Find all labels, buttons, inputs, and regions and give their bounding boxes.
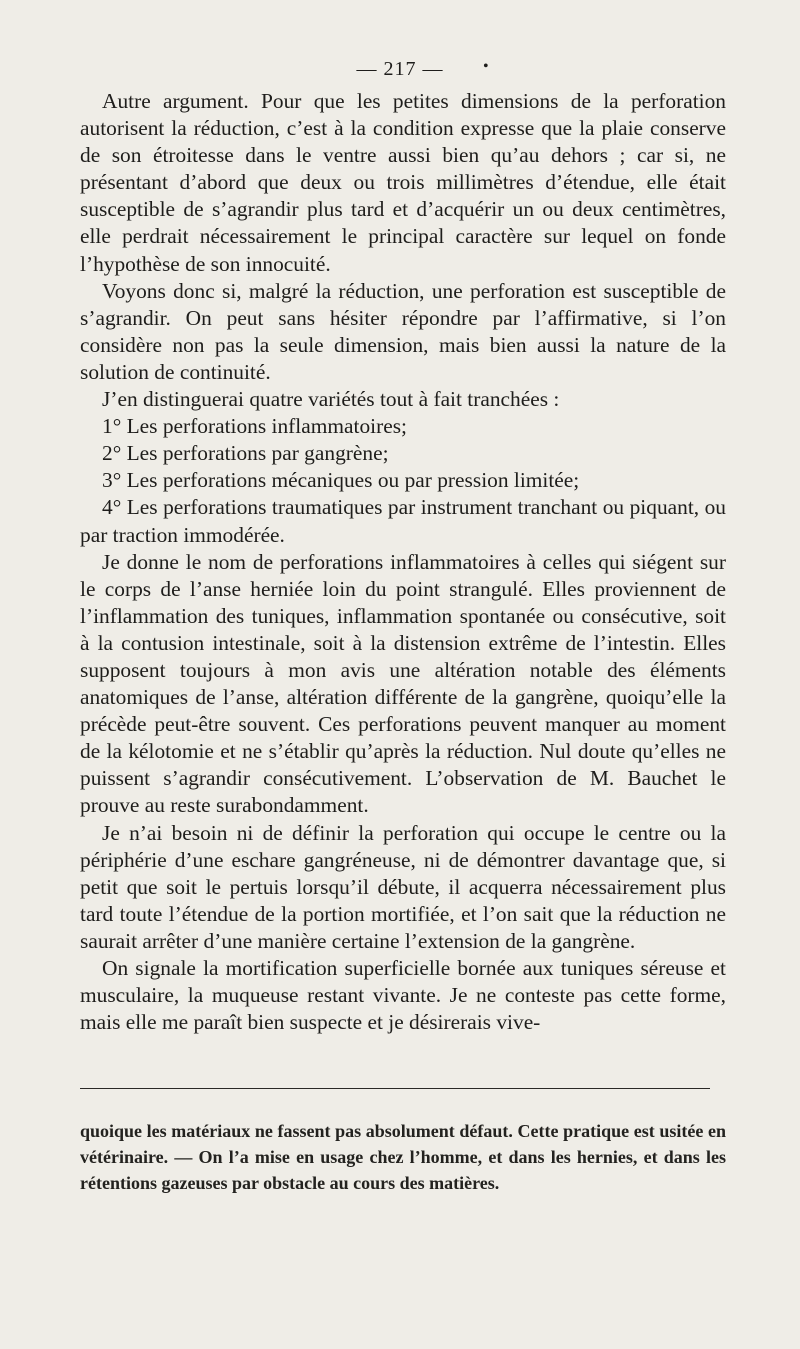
footnote-divider — [80, 1088, 710, 1089]
footnote — [80, 1118, 726, 1196]
list-item: 4° Les perforations traumatiques par instrument tranchant ou piquant, ou par traction immodérée. — [80, 495, 726, 547]
list-item: 2° Les perforations par gangrène; — [102, 441, 389, 466]
paragraph: Autre argument. Pour que les petites dimensions de la perforation autorisent la réduction, c’est à la condition expresse que la plaie conserve de son étroitesse dans le ventre aussi bien qu’au dehors ; car si, ne présentant d’abord que deux ou trois millimètres d’étendue, elle était susceptible de s’agrandir plus tard et d’acquérir un ou deux centimètres, elle perdrait nécessairement le principal caractère sur lequel on fonde l’hypothèse de son innocuité. — [80, 89, 726, 276]
list-item: 1° Les perforations inflammatoires; — [102, 414, 407, 439]
paragraph: Voyons donc si, malgré la réduction, une perforation est susceptible de s’agrandir. On peut sans hésiter répondre par l’affirmative, si l’on considère non pas la seule dimension, mais bien aussi la nature de la solution de continuité. — [80, 278, 726, 384]
paragraph: On signale la mortification superficielle bornée aux tuniques séreuse et musculaire, la muqueuse restant vivante. Je ne conteste pas cette forme, mais elle me paraît bien suspecte et je désirerais vive- — [80, 956, 726, 1035]
paragraph: Je donne le nom de perforations inflammatoires à celles qui siégent sur le corps de l’anse herniée loin du point strangulé. Elles proviennent de l’inflammation des tuniques, inflammation spontanée ou consécutive, soit à la contusion intestinale, soit à la distension extrême de l’intestin. Elles supposent toujours à mon avis une altération notable des éléments anatomiques de l’anse, altération différente de la gangrène, quoiqu’elle la précède peut-être souvent. Ces perforations peuvent manquer au moment de la kélotomie et ne s’établir qu’après la réduction. Nul doute qu’elles ne puissent s’agrandir consécutivement. L’observation de M. Bauchet le prouve au reste surabondamment. — [80, 549, 726, 818]
paragraph: Je n’ai besoin ni de définir la perforation qui occupe le centre ou la périphérie d’une eschare gangréneuse, ni de démontrer davantage que, si petit que soit le pertuis lorsqu’il débute, il acquerra nécessairement plus tard toute l’étendue de la portion mortifiée, et l’on sait que la réduction ne saurait arrêter d’une manière certaine l’extension de la gangrène. — [80, 820, 726, 953]
printer-mark: • — [483, 58, 489, 75]
main-text — [80, 88, 726, 1036]
footnote-text: quoique les matériaux ne fassent pas absolument défaut. Cette pratique est usitée en vétérinaire. — On l’a mise en usage chez l’homme, et dans les hernies, et dans les rétentions gazeuses par obstacle au cours des matières. — [80, 1121, 726, 1193]
page-number: — 217 — — [356, 58, 444, 80]
paragraph: J’en distinguerai quatre variétés tout à fait tranchées : — [102, 387, 560, 412]
list-item: 3° Les perforations mécaniques ou par pression limitée; — [102, 468, 580, 493]
